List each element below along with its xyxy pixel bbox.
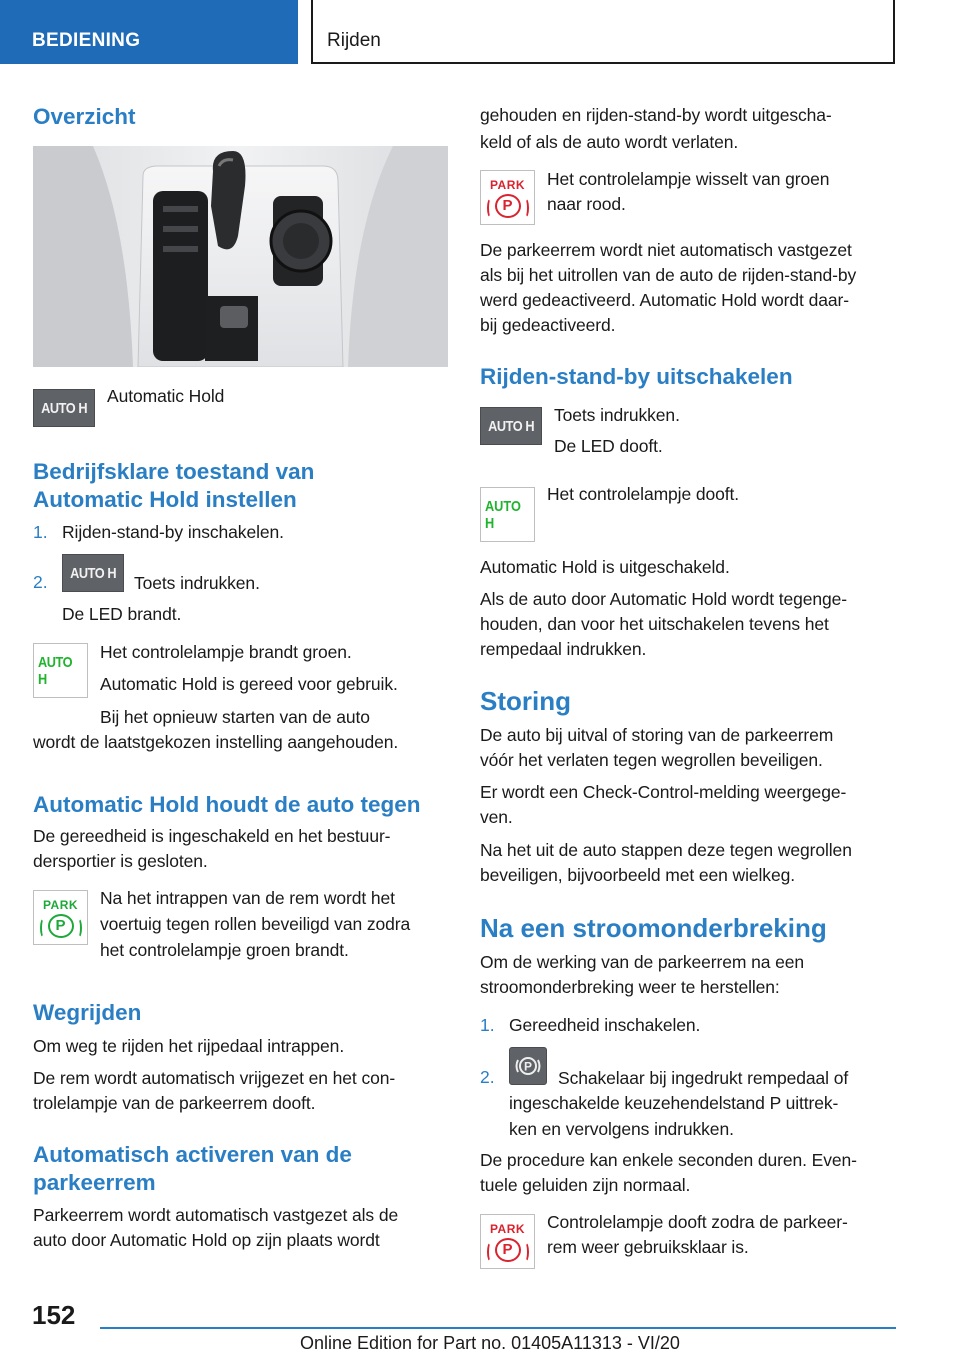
setup-heading-line1: Bedrijfsklare toestand van bbox=[33, 459, 315, 484]
not-set-paragraph: werd gedeactiveerd. Automatic Hold wordt daar- bbox=[480, 290, 849, 310]
step-text: ingeschakelde keuzehendelstand P uittrek- bbox=[509, 1093, 839, 1113]
continued-paragraph: keld of als de auto wordt verlaten. bbox=[480, 132, 739, 152]
final-note: Controlelampje dooft zodra de parkeer- bbox=[547, 1212, 848, 1232]
parking-brake-switch-icon bbox=[509, 1047, 547, 1085]
hold-heading: Automatic Hold houdt de auto tegen bbox=[33, 792, 421, 817]
park-label: PARK bbox=[489, 177, 526, 192]
fault-paragraph: Er wordt een Check-Control-melding weergege- bbox=[480, 782, 847, 802]
step-text: Gereedheid inschakelen. bbox=[509, 1015, 701, 1035]
step-number: 2. bbox=[33, 572, 48, 592]
auto-h-label: AUTO H bbox=[40, 399, 88, 417]
auto-activate-paragraph: Parkeerrem wordt automatisch vastgezet als de bbox=[33, 1205, 399, 1225]
center-console-photo bbox=[33, 146, 448, 367]
hold-note: Na het intrappen van de rem wordt het bbox=[100, 888, 395, 908]
off-press-text: Toets indrukken. bbox=[554, 405, 680, 425]
console-illustration bbox=[33, 146, 448, 367]
auto-activate-paragraph: auto door Automatic Hold op zijn plaats wordt bbox=[33, 1230, 380, 1250]
power-paragraph: stroomonderbreking weer te herstellen: bbox=[480, 977, 780, 997]
hold-note: voertuig tegen rollen beveiligd van zodra bbox=[100, 914, 411, 934]
power-heading: Na een stroomonderbreking bbox=[480, 913, 827, 943]
led-on-text: De LED brandt. bbox=[62, 604, 182, 624]
lamp-green-text: Het controlelampje brandt groen. bbox=[100, 642, 352, 662]
p-circle-icon bbox=[48, 914, 74, 938]
drive-paragraph: De rem wordt automatisch vrijgezet en het con- bbox=[33, 1068, 396, 1088]
auto-h-off-indicator-icon bbox=[480, 487, 535, 542]
park-red-indicator-icon bbox=[480, 1214, 535, 1269]
p-circle-icon bbox=[495, 1238, 521, 1262]
fault-paragraph: Na het uit de auto stappen deze tegen wegrollen bbox=[480, 840, 852, 860]
not-set-paragraph: bij gedeactiveerd. bbox=[480, 315, 616, 335]
duration-paragraph: De procedure kan enkele seconden duren. Even- bbox=[480, 1150, 857, 1170]
off-paragraph: rempedaal indrukken. bbox=[480, 639, 647, 659]
park-symbol bbox=[490, 178, 525, 218]
p-switch-symbol bbox=[513, 1051, 543, 1081]
park-red-indicator-icon bbox=[480, 170, 535, 225]
switch-off-heading: Rijden-stand-by uitschakelen bbox=[480, 364, 793, 389]
chapter-tab bbox=[311, 0, 895, 64]
continued-paragraph: gehouden en rijden-stand-by wordt uitgescha- bbox=[480, 105, 832, 125]
auto-h-label: AUTO H bbox=[484, 497, 521, 532]
step-text: Toets indrukken. bbox=[134, 573, 260, 593]
step-number: 1. bbox=[33, 522, 48, 542]
edition-line: Online Edition for Part no. 01405A11313 - VI/20 bbox=[300, 1333, 680, 1353]
park-label: PARK bbox=[489, 1221, 526, 1236]
off-lamp-text: Het controlelampje dooft. bbox=[547, 484, 740, 504]
step-text: ken en vervolgens indrukken. bbox=[509, 1119, 734, 1139]
auto-activate-heading-line1: Automatisch activeren van de bbox=[33, 1142, 352, 1167]
auto-activate-heading-line2: parkeerrem bbox=[33, 1170, 156, 1195]
chapter-label: Rijden bbox=[327, 30, 381, 51]
auto-h-button-icon bbox=[480, 407, 542, 445]
p-label: P bbox=[502, 197, 513, 214]
overview-heading: Overzicht bbox=[33, 104, 136, 129]
step-number: 1. bbox=[480, 1015, 495, 1035]
fault-paragraph: vóór het verlaten tegen wegrollen beveiligen. bbox=[480, 750, 823, 770]
p-label: P bbox=[55, 917, 66, 934]
restart-text-line2: wordt de laatstgekozen instelling aangehouden. bbox=[33, 732, 399, 752]
step-number: 2. bbox=[480, 1067, 495, 1087]
duration-paragraph: tuele geluiden zijn normaal. bbox=[480, 1175, 691, 1195]
off-done-text: Automatic Hold is uitgeschakeld. bbox=[480, 557, 730, 577]
park-symbol bbox=[43, 898, 78, 938]
final-note: rem weer gebruiksklaar is. bbox=[547, 1237, 749, 1257]
drive-paragraph: trolelampje van de parkeerrem dooft. bbox=[33, 1093, 316, 1113]
fault-paragraph: De auto bij uitval of storing van de parkeerrem bbox=[480, 725, 834, 745]
not-set-paragraph: als bij het uitrollen van de auto de rijden-stand-by bbox=[480, 265, 857, 285]
park-switch-text: Het controlelampje wisselt van groen bbox=[547, 169, 830, 189]
section-tab bbox=[0, 0, 298, 64]
step-text: Schakelaar bij ingedrukt rempedaal of bbox=[558, 1068, 849, 1088]
page-number: 152 bbox=[32, 1300, 76, 1330]
p-circle-icon bbox=[495, 194, 521, 218]
park-symbol bbox=[490, 1222, 525, 1262]
footer-divider bbox=[100, 1327, 896, 1329]
auto-h-label: AUTO H bbox=[69, 564, 117, 582]
step-text: Rijden-stand-by inschakelen. bbox=[62, 522, 284, 542]
hold-paragraph: De gereedheid is ingeschakeld en het bestuur- bbox=[33, 826, 391, 846]
off-led-text: De LED dooft. bbox=[554, 436, 663, 456]
p-label: P bbox=[502, 1241, 513, 1258]
fault-paragraph: beveiligen, bijvoorbeeld met een wielkeg. bbox=[480, 865, 795, 885]
svg-text:P: P bbox=[523, 1059, 533, 1074]
park-label: PARK bbox=[42, 897, 79, 912]
auto-hold-caption: Automatic Hold bbox=[107, 386, 225, 406]
auto-h-green-indicator-icon bbox=[33, 643, 88, 698]
auto-h-button-icon bbox=[33, 389, 95, 427]
park-switch-text: naar rood. bbox=[547, 194, 626, 214]
ready-text: Automatic Hold is gereed voor gebruik. bbox=[100, 674, 398, 694]
power-paragraph: Om de werking van de parkeerrem na een bbox=[480, 952, 805, 972]
restart-text-line1: Bij het opnieuw starten van de auto bbox=[100, 707, 370, 727]
auto-h-label: AUTO H bbox=[37, 653, 73, 688]
fault-heading: Storing bbox=[480, 686, 571, 716]
drive-paragraph: Om weg te rijden het rijpedaal intrappen. bbox=[33, 1036, 345, 1056]
section-label: BEDIENING bbox=[32, 30, 141, 51]
auto-h-label: AUTO H bbox=[487, 417, 535, 435]
park-green-indicator-icon bbox=[33, 890, 88, 945]
hold-note: het controlelampje groen brandt. bbox=[100, 940, 349, 960]
hold-paragraph: dersportier is gesloten. bbox=[33, 851, 208, 871]
setup-heading-line2: Automatic Hold instellen bbox=[33, 487, 297, 512]
not-set-paragraph: De parkeerrem wordt niet automatisch vastgezet bbox=[480, 240, 852, 260]
off-paragraph: Als de auto door Automatic Hold wordt tegenge- bbox=[480, 589, 848, 609]
off-paragraph: houden, dan voor het uitschakelen tevens het bbox=[480, 614, 829, 634]
drive-heading: Wegrijden bbox=[33, 1000, 142, 1025]
fault-paragraph: ven. bbox=[480, 807, 513, 827]
auto-h-button-icon bbox=[62, 554, 124, 592]
